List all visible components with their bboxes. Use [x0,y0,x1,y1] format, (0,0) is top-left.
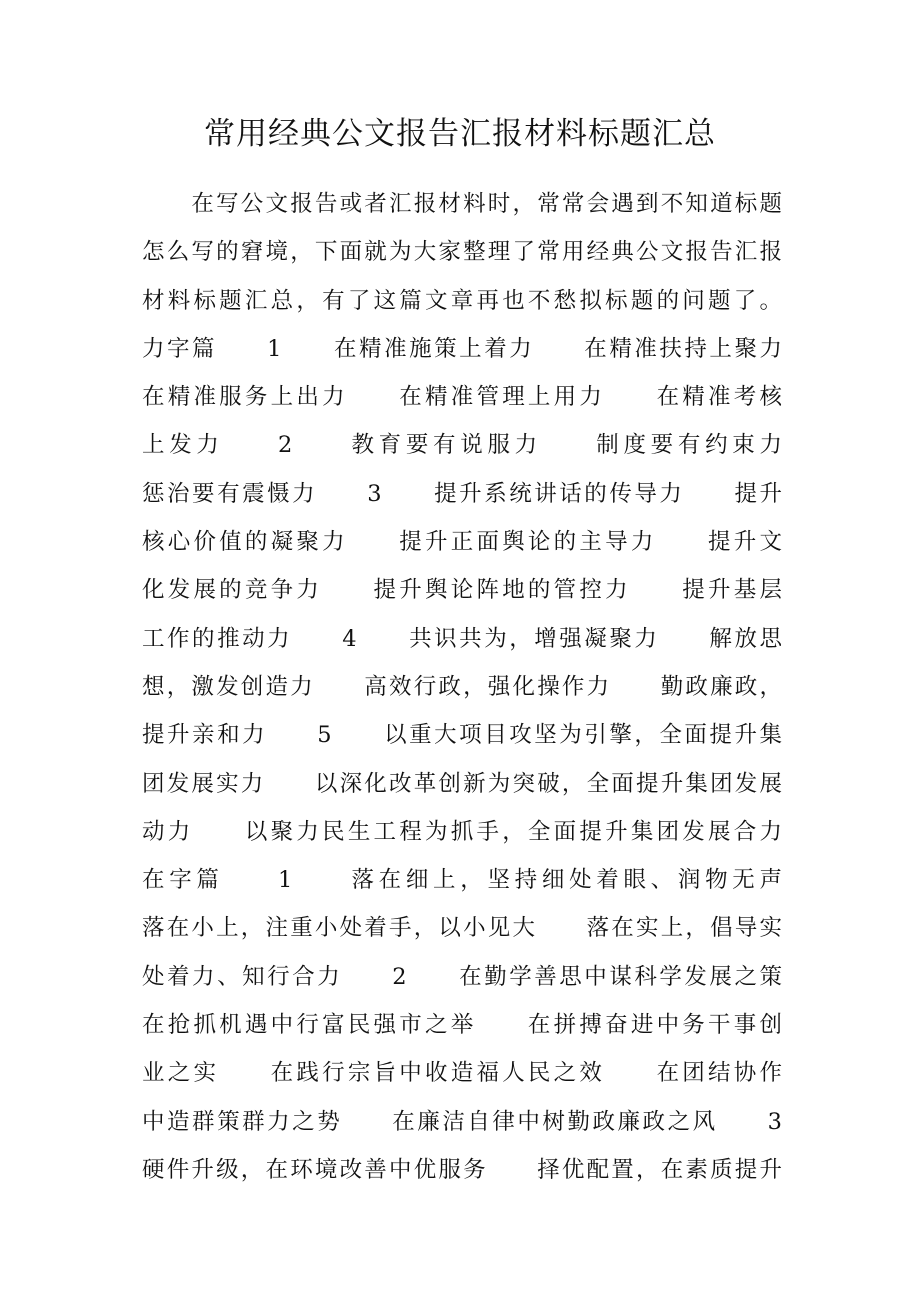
text-line: 中造群策群力之势 在廉洁自律中树勤政廉政之风 3 [142,1108,782,1135]
document-body [142,180,782,1194]
text-line: 团发展实力 以深化改革创新为突破，全面提升集团发展 [142,770,782,797]
document-title: 常用经典公文报告汇报材料标题汇总 [204,116,716,152]
text-line: 惩治要有震慑力 3 提升系统讲话的传导力 提升 [142,480,782,507]
text-line: 业之实 在践行宗旨中收造福人民之效 在团结协作 [142,1060,782,1087]
text-line: 力字篇 1 在精准施策上着力 在精准扶持上聚力 [142,335,782,362]
text-line: 落在小上，注重小处着手，以小见大 落在实上，倡导实 [142,915,782,942]
text-line: 想，激发创造力 高效行政，强化操作力 勤政廉政， [142,673,782,700]
text-line: 在精准服务上出力 在精准管理上用力 在精准考核 [142,384,782,411]
text-line: 提升亲和力 5 以重大项目攻坚为引擎，全面提升集 [142,722,782,749]
text-line: 怎么写的窘境，下面就为大家整理了常用经典公文报告汇报 [142,239,782,266]
text-line: 上发力 2 教育要有说服力 制度要有约束力 [142,432,782,459]
text-line: 动力 以聚力民生工程为抓手，全面提升集团发展合力 [142,818,782,845]
text-line: 材料标题汇总，有了这篇文章再也不愁拟标题的问题了。 [142,287,782,314]
text-line: 工作的推动力 4 共识共为，增强凝聚力 解放思 [142,625,782,652]
text-line: 在抢抓机遇中行富民强市之举 在拼搏奋进中务干事创 [142,1012,782,1039]
text-line: 硬件升级，在环境改善中优服务 择优配置，在素质提升 [142,1156,782,1183]
text-line: 在字篇 1 落在细上，坚持细处着眼、润物无声 [142,867,782,894]
text-line: 在写公文报告或者汇报材料时，常常会遇到不知道标题 [142,191,782,217]
text-line: 核心价值的凝聚力 提升正面舆论的主导力 提升文 [142,529,782,556]
text-line: 化发展的竞争力 提升舆论阵地的管控力 提升基层 [142,577,782,604]
text-line: 处着力、知行合力 2 在勤学善思中谋科学发展之策 [142,963,782,990]
